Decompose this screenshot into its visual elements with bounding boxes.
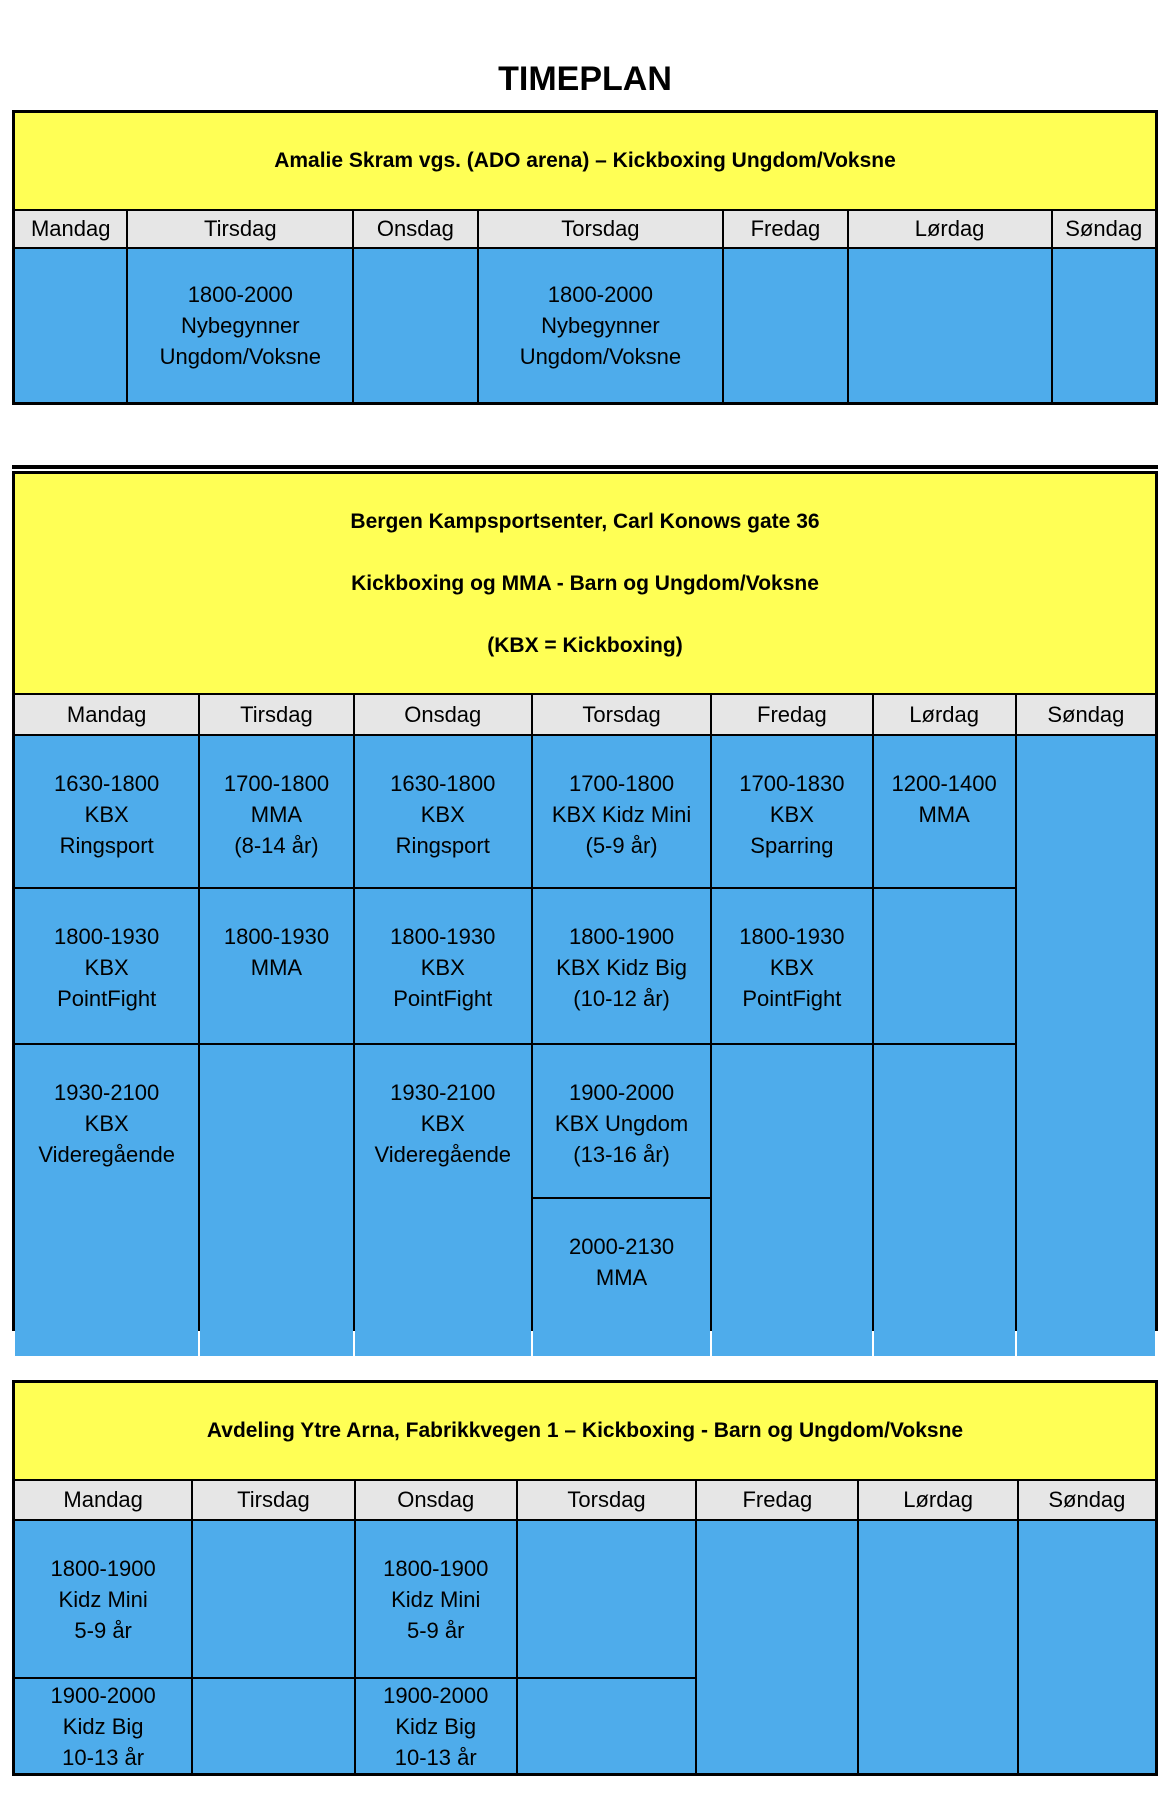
cell-detail: (10-12 år) (573, 986, 670, 1011)
schedule-cell-empty (1019, 1521, 1155, 1773)
cell-detail: 5-9 år (406, 1617, 465, 1643)
day-header-lordag: Lørdag (849, 211, 1051, 247)
cell-detail: 5-9 år (74, 1617, 132, 1643)
cell-detail: Ringsport (395, 833, 490, 858)
cell-class: KBX Kidz Mini (551, 802, 692, 827)
cell-time: 1930-2100 (390, 1080, 496, 1105)
cell-class: MMA (250, 802, 303, 827)
schedule-cell-empty (193, 1521, 353, 1677)
cell-detail: Ringsport (59, 833, 154, 858)
schedule-cell (874, 736, 1015, 887)
schedule-cell (533, 1045, 710, 1197)
cell-time: 1630-1800 (54, 771, 160, 796)
cell-class: Kidz Mini (58, 1586, 148, 1612)
cell-class: MMA (250, 955, 303, 980)
cell-time: 1700-1800 (568, 771, 675, 796)
cell-detail: 10-13 år (394, 1744, 477, 1770)
schedule-cell-empty (874, 889, 1015, 1043)
schedule-cell (712, 889, 871, 1043)
schedule-cell (15, 1679, 191, 1773)
day-header-fredag: Fredag (724, 211, 846, 247)
cell-group: Ungdom/Voksne (519, 344, 682, 369)
cell-time: 1700-1830 (739, 771, 845, 796)
cell-time: 1800-1930 (223, 924, 330, 949)
schedule-cell-empty (849, 249, 1051, 402)
section-header-line: Kickboxing og MMA - Barn og Ungdom/Voksne (351, 571, 819, 595)
day-header-onsdag: Onsdag (356, 1481, 516, 1519)
schedule-table-amalie-skram (12, 110, 1158, 405)
schedule-cell (200, 889, 352, 1043)
cell-time: 1800-2000 (547, 282, 654, 307)
schedule-cell-empty (354, 249, 476, 402)
day-header-torsdag: Torsdag (479, 211, 723, 247)
schedule-table-ytre-arna (12, 1380, 1158, 1776)
section-header (15, 474, 1155, 693)
cell-detail: Videregående (38, 1142, 175, 1167)
cell-time: 1900-2000 (383, 1682, 489, 1708)
day-header-lordag: Lørdag (874, 695, 1015, 734)
cell-detail: PointFight (742, 986, 842, 1011)
schedule-cell-empty (724, 249, 846, 402)
schedule-cell-empty (859, 1521, 1016, 1773)
cell-time: 1800-1930 (54, 924, 160, 949)
schedule-cell-empty (1017, 736, 1155, 1356)
cell-time: 1800-2000 (187, 282, 293, 307)
cell-detail: 10-13 år (62, 1744, 145, 1770)
cell-class: Nybegynner (180, 313, 300, 338)
schedule-cell (712, 736, 871, 887)
cell-class: KBX (84, 955, 129, 980)
schedule-cell (355, 736, 531, 887)
schedule-cell-empty (712, 1045, 871, 1356)
cell-class: KBX (420, 802, 465, 827)
cell-detail: (8-14 år) (234, 833, 319, 858)
section-header-text: Avdeling Ytre Arna, Fabrikkvegen 1 – Kickboxing - Barn og Ungdom/Voksne (206, 1419, 964, 1442)
page-title: TIMEPLAN (498, 60, 672, 98)
day-header-tirsdag: Tirsdag (128, 211, 352, 247)
schedule-cell-empty (15, 249, 126, 402)
schedule-cell-empty (518, 1521, 695, 1677)
cell-class: KBX Kidz Big (556, 955, 687, 980)
cell-detail: Videregående (374, 1142, 512, 1167)
day-header-sondag: Søndag (1017, 695, 1155, 734)
schedule-cell (356, 1521, 516, 1677)
schedule-cell-empty (193, 1679, 353, 1773)
day-header-mandag: Mandag (15, 695, 198, 734)
day-header-mandag: Mandag (15, 1481, 191, 1519)
schedule-cell (479, 249, 723, 402)
day-header-mandag: Mandag (15, 211, 126, 247)
schedule-cell (15, 1521, 191, 1677)
section-header-line: Bergen Kampsportsenter, Carl Konows gate 36 (350, 509, 820, 533)
schedule-cell (200, 736, 352, 887)
cell-time: 1900-2000 (50, 1682, 156, 1708)
day-header-fredag: Fredag (712, 695, 871, 734)
schedule-cell (533, 889, 710, 1043)
cell-detail: PointFight (393, 986, 493, 1011)
day-header-fredag: Fredag (697, 1481, 857, 1519)
cell-time: 1900-2000 (568, 1080, 675, 1105)
day-header-tirsdag: Tirsdag (200, 695, 352, 734)
cell-group: Ungdom/Voksne (159, 344, 322, 369)
cell-class: KBX (769, 802, 814, 827)
schedule-cell (15, 889, 198, 1043)
cell-time: 1700-1800 (223, 771, 330, 796)
cell-class: MMA (918, 802, 970, 827)
cell-time: 2000-2130 (568, 1234, 675, 1259)
cell-detail: (13-16 år) (573, 1142, 670, 1167)
schedule-cell (533, 736, 710, 887)
cell-detail: (5-9 år) (585, 833, 658, 858)
cell-time: 1800-1900 (568, 924, 675, 949)
cell-time: 1800-1930 (739, 924, 845, 949)
schedule-cell (15, 1045, 198, 1356)
schedule-cell-empty (518, 1679, 695, 1773)
schedule-cell (533, 1199, 710, 1356)
day-header-sondag: Søndag (1053, 211, 1155, 247)
cell-time: 1200-1400 (891, 771, 997, 796)
schedule-cell (15, 736, 198, 887)
cell-class: KBX (420, 1111, 465, 1136)
cell-class: KBX (769, 955, 814, 980)
cell-time: 1800-1900 (383, 1555, 489, 1581)
schedule-table-bergen-kampsportsenter (12, 471, 1158, 1331)
section-divider (12, 465, 1158, 469)
cell-time: 1930-2100 (54, 1080, 160, 1105)
day-header-tirsdag: Tirsdag (193, 1481, 353, 1519)
section-header (15, 113, 1155, 209)
schedule-cell-empty (874, 1045, 1015, 1356)
day-header-lordag: Lørdag (859, 1481, 1016, 1519)
schedule-cell (128, 249, 352, 402)
section-header-text: Amalie Skram vgs. (ADO arena) – Kickboxing Ungdom/Voksne (274, 149, 896, 172)
day-header-sondag: Søndag (1019, 1481, 1155, 1519)
cell-time: 1630-1800 (390, 771, 496, 796)
section-header-line: (KBX = Kickboxing) (487, 633, 683, 657)
schedule-cell (355, 889, 531, 1043)
cell-class: Nybegynner (541, 313, 660, 338)
cell-class: KBX (420, 955, 465, 980)
cell-class: Kidz Big (62, 1713, 144, 1739)
schedule-cell (356, 1679, 516, 1773)
day-header-onsdag: Onsdag (354, 211, 476, 247)
cell-detail: Sparring (750, 833, 834, 858)
cell-class: KBX (84, 802, 129, 827)
day-header-onsdag: Onsdag (355, 695, 531, 734)
schedule-cell (355, 1045, 531, 1356)
schedule-cell-empty (1053, 249, 1155, 402)
cell-class: Kidz Mini (391, 1586, 481, 1612)
day-header-torsdag: Torsdag (533, 695, 710, 734)
cell-time: 1800-1900 (50, 1555, 156, 1581)
schedule-cell-empty (200, 1045, 352, 1356)
day-header-torsdag: Torsdag (518, 1481, 695, 1519)
schedule-cell-empty (697, 1521, 857, 1773)
cell-time: 1800-1930 (390, 924, 496, 949)
cell-class: Kidz Big (395, 1713, 477, 1739)
section-header (15, 1383, 1155, 1479)
cell-class: MMA (595, 1265, 648, 1290)
cell-class: KBX (84, 1111, 129, 1136)
cell-detail: PointFight (57, 986, 157, 1011)
cell-class: KBX Ungdom (554, 1111, 689, 1136)
